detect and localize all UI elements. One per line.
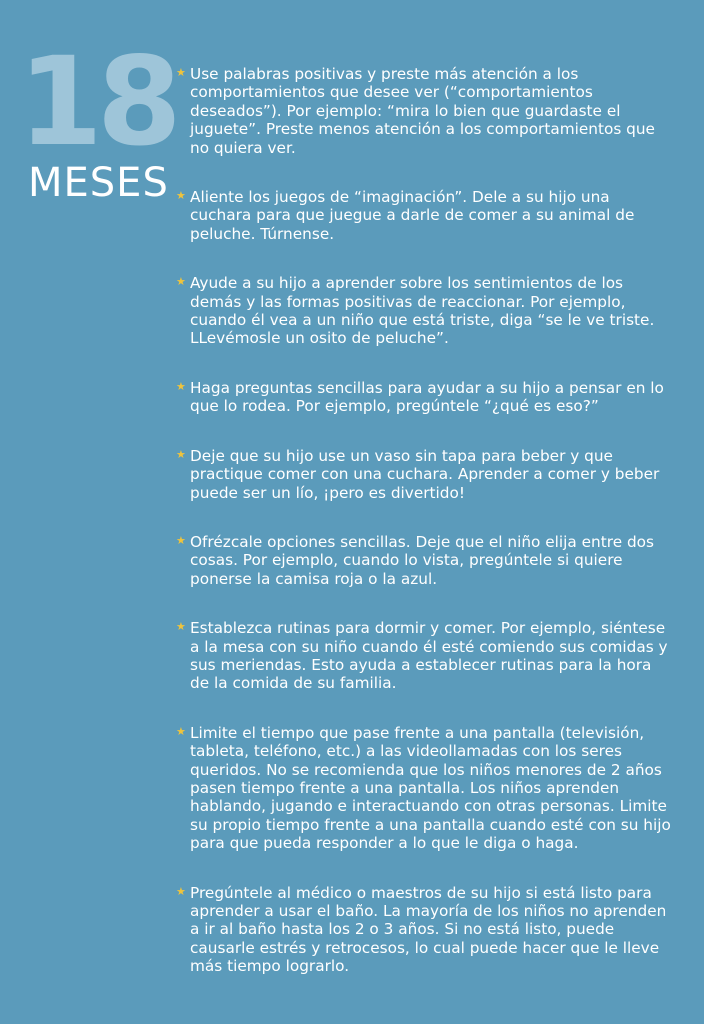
tip-item xyxy=(174,65,674,157)
tip-text: Establezca rutinas para dormir y comer. Por ejemplo, siéntese a la mesa con su niño cuando él esté comiendo sus comidas y sus meriendas. Esto ayuda a establecer rutinas para la hora de la comida de su familia. xyxy=(190,619,668,693)
tip-item xyxy=(174,533,674,588)
tip-text: Aliente los juegos de “imaginación”. Dele a su hijo una cuchara para que juegue a darle de comer a su animal de peluche. Túrnense. xyxy=(190,188,635,243)
tip-item xyxy=(174,379,674,416)
tip-text: Deje que su hijo use un vaso sin tapa para beber y que practique comer con una cuchara. Aprender a comer y beber puede ser un lío, ¡pero es divertido! xyxy=(190,446,660,502)
star-icon: ★ xyxy=(176,275,186,289)
tip-text: Ayude a su hijo a aprender sobre los sentimientos de los demás y las formas positivas de reaccionar. Por ejemplo, cuando él vea a un niño que está triste, diga “se le ve triste. LLevémosle un osito de peluche”. xyxy=(190,274,655,348)
star-icon: ★ xyxy=(176,884,186,898)
tip-text: Use palabras positivas y preste más atención a los comportamientos que desee ver (“comportamientos deseados”). Por ejemplo: “mira lo bien que guardaste el juguete”. Preste menos atención a los comportamientos que no quiera ver. xyxy=(190,65,655,157)
tip-item xyxy=(174,188,674,243)
tip-item xyxy=(174,884,674,976)
star-icon: ★ xyxy=(176,620,186,634)
tip-text: Haga preguntas sencillas para ayudar a su hijo a pensar en lo que lo rodea. Por ejemplo, pregúntele “¿qué es eso?” xyxy=(190,378,664,416)
tips-list xyxy=(174,65,674,1007)
star-icon: ★ xyxy=(176,189,186,203)
star-icon: ★ xyxy=(176,533,186,547)
tip-item xyxy=(174,274,674,348)
tip-item xyxy=(174,619,674,693)
age-number: 18 xyxy=(18,31,176,173)
tip-text: Pregúntele al médico o maestros de su hijo si está listo para aprender a usar el baño. La mayoría de los niños no aprenden a ir al baño hasta los 2 o 3 años. Si no está listo, puede causarle estrés y retrocesos, lo cual puede hacer que le lleve más tiempo lograrlo. xyxy=(190,883,667,976)
star-icon: ★ xyxy=(176,447,186,461)
age-unit: MESES xyxy=(28,160,169,206)
tip-text: Ofrézcale opciones sencillas. Deje que el niño elija entre dos cosas. Por ejemplo, cuando lo vista, pregúntele si quiere ponerse la camisa roja o la azul. xyxy=(190,532,655,588)
star-icon: ★ xyxy=(176,724,186,738)
tip-text: Limite el tiempo que pase frente a una pantalla (televisión, tableta, teléfono, etc.) a las videollamadas con los seres queridos. No se recomienda que los niños menores de 2 años pasen tiempo frente a una pantalla. Los niños aprenden hablando, jugando e interactuando con otras personas. Limite su propio tiempo frente a una pantalla cuando esté con su hijo para que pueda responder a lo que le diga o haga. xyxy=(190,723,671,853)
tip-item xyxy=(174,724,674,853)
tip-item xyxy=(174,447,674,502)
star-icon: ★ xyxy=(176,66,186,79)
star-icon: ★ xyxy=(176,379,186,393)
